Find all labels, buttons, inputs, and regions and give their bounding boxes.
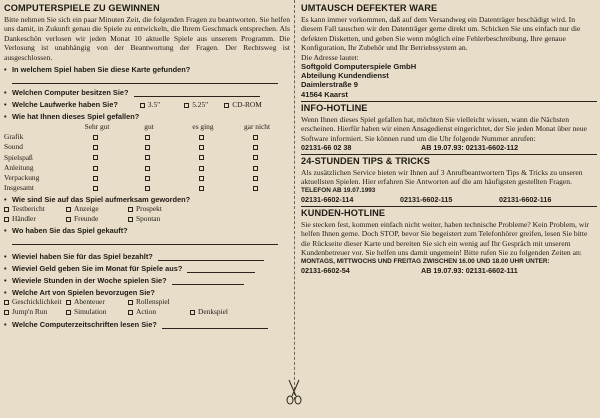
address-company: Softgold Computerspiele GmbH <box>301 62 417 72</box>
rating-checkbox[interactable] <box>253 176 258 181</box>
question-magazines: • Welche Computerzeitschriften lesen Sie? <box>4 320 290 329</box>
scissors-icon <box>284 378 304 406</box>
awareness-options-row <box>4 204 290 214</box>
rating-col-sehr-gut: Sehr gut <box>84 121 110 131</box>
question-monthly-spend-label: Wieviel Geld geben Sie im Monat für Spiele aus? <box>12 264 183 274</box>
rating-checkbox[interactable] <box>253 155 258 160</box>
drive-option-525: 5.25" <box>192 100 209 110</box>
customer-phone-row <box>301 266 597 275</box>
exchange-text: Es kann immer vorkommen, daß auf dem Versandweg ein Datenträger beschädigt wird. In diesem Fall tauschen wir den Datenträger gerne direkt um. Schicken Sie uns einfach nur die defekten Disketten, und geben Sie wenn möglich eine Fehlerbeschreibung, Ihre genaue Konfiguration, Ihr Zubehör und Ihr Betriebssystem an. <box>301 15 581 53</box>
info-text: Wenn Ihnen dieses Spiel gefallen hat, möchten Sie vielleicht wissen, wann die Nächsten erscheinen. Hierfür haben wir einen Ansagedienst eingerichtet, der Sie jeden Monat über neue Software informiert. Sie können rund um die Uhr folgende Nummer anrufen: <box>301 114 587 143</box>
tips-heading: 24-STUNDEN TIPS & TRICKS <box>301 156 430 167</box>
rating-row <box>4 131 284 141</box>
genre-checkbox-geschicklichkeit[interactable] <box>4 300 9 305</box>
tips-phone: 02131-6602-114 <box>301 194 354 204</box>
rating-row <box>4 183 284 193</box>
question-price-label: Wieviel haben Sie für das Spiel bezahlt? <box>12 252 153 262</box>
questionnaire-column <box>4 2 290 329</box>
question-monthly-spend: • Wieviel Geld geben Sie im Monat für Spiele aus? <box>4 264 290 273</box>
rating-checkbox[interactable] <box>93 135 98 140</box>
drive-checkbox-35[interactable] <box>140 103 145 108</box>
rating-checkbox[interactable] <box>199 155 204 160</box>
rating-row-label: Insgesamt <box>4 183 34 193</box>
awareness-checkbox-anzeige[interactable] <box>66 207 71 212</box>
tips-phone: 02131-6602-116 <box>499 194 552 204</box>
awareness-option-haendler: Händler <box>12 214 36 224</box>
awareness-checkbox-freunde[interactable] <box>66 217 71 222</box>
genre-option-simulation: Simulation <box>74 307 107 317</box>
address-block <box>301 62 597 99</box>
rating-checkbox[interactable] <box>253 186 258 191</box>
awareness-options-row <box>4 214 290 224</box>
questionnaire-heading: COMPUTERSPIELE ZU GEWINNEN <box>4 3 160 13</box>
question-magazines-label: Welche Computerzeitschriften lesen Sie? <box>12 320 157 330</box>
info-phone-new: AB 19.07.93: 02131-6602-112 <box>421 143 519 153</box>
question-awareness: • Wie sind Sie auf das Spiel aufmerksam geworden? <box>4 195 191 205</box>
tips-phone-row <box>301 195 597 204</box>
rating-checkbox[interactable] <box>199 186 204 191</box>
awareness-checkbox-prospekt[interactable] <box>128 207 133 212</box>
genre-options-row <box>4 297 290 307</box>
address-intro: Die Adresse lautet: <box>301 52 359 62</box>
answer-hours-line[interactable] <box>172 277 244 285</box>
rating-checkbox[interactable] <box>145 186 150 191</box>
rating-row-label: Grafik <box>4 131 24 141</box>
question-genres-label: Welche Art von Spielen bevorzugen Sie? <box>12 288 155 298</box>
rating-checkbox[interactable] <box>199 176 204 181</box>
address-city: 41564 Kaarst <box>301 89 348 99</box>
answer-magazines-line[interactable] <box>162 321 268 329</box>
question-computer: • Welchen Computer besitzen Sie? <box>4 88 290 97</box>
awareness-checkbox-haendler[interactable] <box>4 217 9 222</box>
rating-checkbox[interactable] <box>145 176 150 181</box>
awareness-option-spontan: Spontan <box>136 214 161 224</box>
tips-phone: 02131-6602-115 <box>400 194 453 204</box>
rating-checkbox[interactable] <box>145 155 150 160</box>
genre-checkbox-denkspiel[interactable] <box>190 310 195 315</box>
customer-phone-new: AB 19.07.93: 02131-6602-111 <box>421 265 518 275</box>
rating-checkbox[interactable] <box>93 186 98 191</box>
answer-game-line[interactable] <box>12 74 278 84</box>
genre-checkbox-jumpnrun[interactable] <box>4 310 9 315</box>
info-phone-row <box>301 143 597 152</box>
rating-row <box>4 173 284 183</box>
questionnaire-intro: Bitte nehmen Sie sich ein paar Minuten Zeit, die folgenden Fragen zu beantworten. Sie helfen uns damit, in Zukunft genau die Spiele zu entwickeln, die Ihrem Geschmack entsprechen. Als Dankeschön verlosen wir jeden Monat 10 aktuelle Spiele aus unserem Programm. Die Verlosung ist unabhängig von der Beantwortung der Fragen. Der Rechtsweg ist ausgeschlossen. <box>4 15 290 62</box>
answer-computer-line[interactable] <box>134 89 260 97</box>
question-hours: • Wieviele Stunden in der Woche spielen Sie? <box>4 276 290 285</box>
customer-text: Sie stecken fest, kommen einfach nicht weiter, haben technische Probleme? Kein Problem, wir helfen Ihnen gerne. Doch STOP, bevor Sie begeistert zum Telefonhörer greifen, lesen Sie bitte die Rückseite dieser Karte und bereiten Sie sich ein wenig auf Ihr Gespräch mit unserem Kundenbetreuer vor. Sie helfen uns damit ungemein! Bitte rufen Sie zu folgenden Zeiten an: <box>301 219 589 258</box>
awareness-option-freunde: Freunde <box>74 214 99 224</box>
awareness-checkbox-testbericht[interactable] <box>4 207 9 212</box>
genre-checkbox-rollenspiel[interactable] <box>128 300 133 305</box>
info-heading: INFO-HOTLINE <box>301 102 368 113</box>
rating-checkbox[interactable] <box>199 145 204 150</box>
exchange-heading: UMTAUSCH DEFEKTER WARE <box>301 3 438 13</box>
rating-checkbox[interactable] <box>199 166 204 171</box>
answer-monthly-spend-line[interactable] <box>187 265 255 273</box>
address-street: Daimlerstraße 9 <box>301 80 358 90</box>
question-drives-label: Welche Laufwerke haben Sie? <box>12 100 118 110</box>
rating-row-label: Anleitung <box>4 162 34 172</box>
rating-checkbox[interactable] <box>93 176 98 181</box>
genre-option-geschicklichkeit: Geschicklichkeit <box>12 297 62 307</box>
customer-phone-old: 02131-6602-54 <box>301 265 350 275</box>
question-awareness-label: Wie sind Sie auf das Spiel aufmerksam geworden? <box>12 195 191 205</box>
service-column <box>301 2 597 275</box>
question-drives: • Welche Laufwerke haben Sie? 3.5" 5.25" CD-ROM <box>4 100 262 110</box>
rating-checkbox[interactable] <box>253 145 258 150</box>
awareness-checkbox-spontan[interactable] <box>128 217 133 222</box>
awareness-option-prospekt: Prospekt <box>136 204 162 214</box>
genre-option-rollenspiel: Rollenspiel <box>136 297 170 307</box>
rating-checkbox[interactable] <box>253 166 258 171</box>
question-genres: • Welche Art von Spielen bevorzugen Sie? <box>4 288 155 298</box>
rating-col-es-ging: es ging <box>192 121 214 131</box>
drive-checkbox-cdrom[interactable] <box>224 103 229 108</box>
customer-hours: MONTAGS, MITTWOCHS UND FREITAG ZWISCHEN 16.00 UND 18.00 UHR UNTER: <box>301 257 550 265</box>
genre-checkbox-abenteuer[interactable] <box>66 300 71 305</box>
rating-checkbox[interactable] <box>93 155 98 160</box>
question-game: • In welchem Spiel haben Sie diese Karte gefunden? <box>4 65 191 75</box>
rating-col-gut: gut <box>144 121 154 131</box>
info-phone-old: 02131-66 02 38 <box>301 143 352 153</box>
question-purchase-place: • Wo haben Sie das Spiel gekauft? <box>4 226 128 236</box>
drive-option-cdrom: CD-ROM <box>232 100 262 110</box>
awareness-option-anzeige: Anzeige <box>74 204 99 214</box>
rating-row-label: Spielspaß <box>4 152 33 162</box>
awareness-option-testbericht: Testbericht <box>12 204 45 214</box>
genre-option-jumpnrun: Jump'n Run <box>12 307 48 317</box>
address-department: Abteilung Kundendienst <box>301 71 389 81</box>
genre-checkbox-action[interactable] <box>128 310 133 315</box>
genre-option-action: Action <box>136 307 157 317</box>
cut-line <box>294 0 295 400</box>
section-divider <box>301 206 597 207</box>
section-divider <box>301 101 597 102</box>
rating-checkbox[interactable] <box>93 166 98 171</box>
answer-price-line[interactable] <box>158 253 264 261</box>
customer-heading: KUNDEN-HOTLINE <box>301 207 386 218</box>
rating-checkbox[interactable] <box>253 135 258 140</box>
rating-checkbox[interactable] <box>199 135 204 140</box>
rating-table <box>4 121 284 193</box>
rating-checkbox[interactable] <box>145 135 150 140</box>
rating-checkbox[interactable] <box>145 145 150 150</box>
question-purchase-place-label: Wo haben Sie das Spiel gekauft? <box>12 226 128 236</box>
question-price: • Wieviel haben Sie für das Spiel bezahlt? <box>4 252 290 261</box>
question-rating-label: Wie hat Ihnen dieses Spiel gefallen? <box>12 112 140 122</box>
rating-checkbox[interactable] <box>145 166 150 171</box>
question-game-label: In welchem Spiel haben Sie diese Karte gefunden? <box>12 65 191 75</box>
tips-text: Als zusätzlichen Service bieten wir Ihnen auf 3 Anrufbeantwortern Tips & Tricks zu unseren aktuellsten Spielen. Hier erfahren Sie Antworten auf die am häufigsten gestellten Fragen. <box>301 168 583 187</box>
rating-row-label: Verpackung <box>4 173 40 183</box>
genre-options-row <box>4 307 290 317</box>
genre-option-denkspiel: Denkspiel <box>198 307 228 317</box>
drive-option-35: 3.5" <box>147 100 161 110</box>
rating-row <box>4 142 284 152</box>
rating-col-gar-nicht: gar nicht <box>243 121 271 131</box>
rating-row <box>4 152 284 162</box>
answer-purchase-place-line[interactable] <box>12 235 278 245</box>
tips-phone-label: TELEFON AB 19.07.1993 <box>301 186 376 194</box>
rating-checkbox[interactable] <box>93 145 98 150</box>
rating-row <box>4 162 284 172</box>
genre-checkbox-simulation[interactable] <box>66 310 71 315</box>
question-computer-label: Welchen Computer besitzen Sie? <box>12 88 129 98</box>
question-rating: • Wie hat Ihnen dieses Spiel gefallen? <box>4 112 140 122</box>
question-hours-label: Wieviele Stunden in der Woche spielen Sie? <box>12 276 167 286</box>
section-divider <box>301 154 597 155</box>
drive-checkbox-525[interactable] <box>184 103 189 108</box>
genre-option-abenteuer: Abenteuer <box>74 297 105 307</box>
rating-row-label: Sound <box>4 142 23 152</box>
